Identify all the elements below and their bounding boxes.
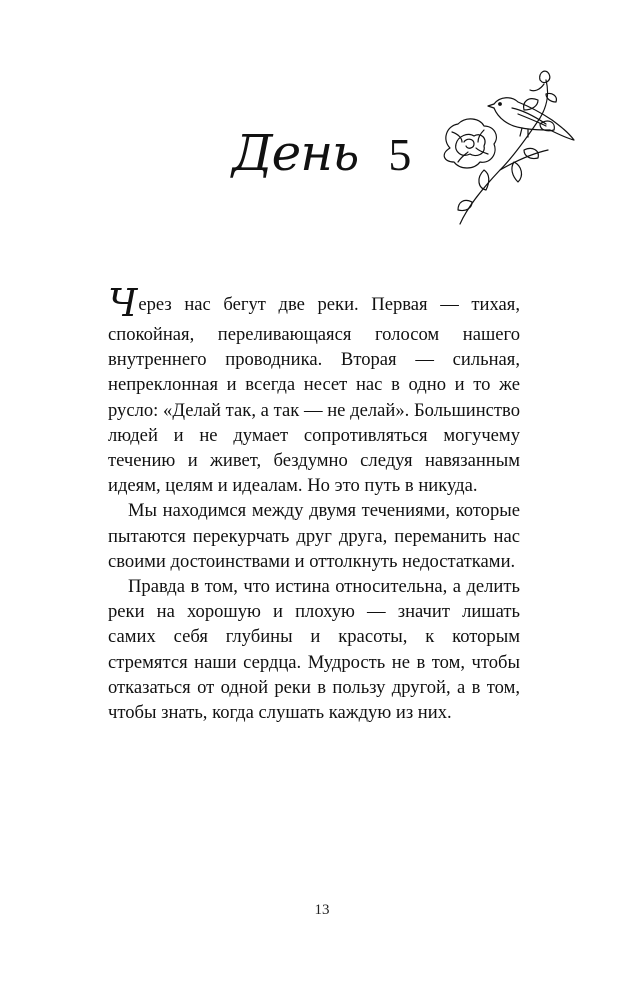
- bird-on-peony-branch-icon: [428, 66, 578, 228]
- paragraph-1-text: ерез нас бегут две реки. Первая — тихая, спокойная, переливающаяся голосом нашего внутреннего проводника. Вторая — сильная, непреклонная и всегда несет нас в одно и то же русло: «Делай так, а так — не делай». Большинство людей и не думает сопротивляться могучему течению и живет, бездумно следуя навязанным идеям, целям и идеалам. Но это путь в никуда.: [108, 294, 520, 497]
- body-text: [108, 281, 520, 725]
- paragraph-2: Мы находимся между двумя течениями, которые пытаются перекурчать друг друга, переманить нас своими достоинствами и оттолкнуть недостатками.: [108, 500, 520, 572]
- drop-cap: Ч: [108, 281, 138, 325]
- paragraph-1: [108, 281, 520, 498]
- chapter-heading: [232, 124, 412, 182]
- page-number: 13: [314, 902, 330, 918]
- chapter-number: 5: [388, 129, 412, 180]
- chapter-title-word: День: [232, 124, 359, 182]
- paragraph-3: Правда в том, что истина относительна, а делить реки на хорошую и плохую — значит лишать самих себя глубины и красоты, к которым стремятся наши сердца. Мудрость не в том, чтобы отказаться от одной реки в пользу другой, а в том, чтобы знать, когда слушать каждую из них.: [108, 576, 520, 724]
